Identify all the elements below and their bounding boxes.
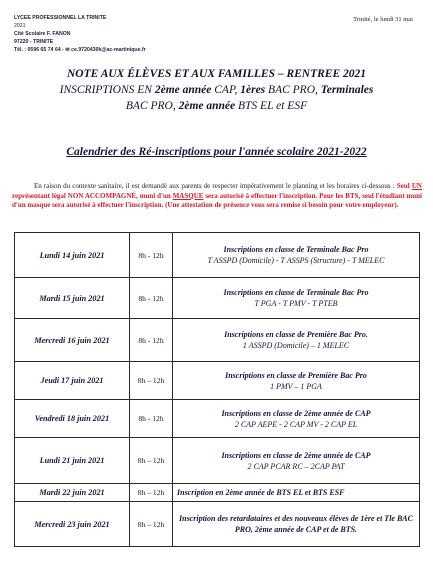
hours-cell: 8h – 12h [130,362,173,400]
hours-cell: 8h – 12h [130,438,173,484]
description-heading: Inscription en 2ème année de BTS EL et BTS ESF [177,488,345,497]
title-fragment: CAP, [211,84,241,96]
intro-text: UN [411,182,422,190]
hours-cell: 8h – 12h [130,484,173,502]
intro-text: MASQUE [172,191,204,200]
day-cell: Jeudi 17 juin 2021 [15,362,130,400]
table-row [15,233,420,278]
title-fragment: 2ème année [178,100,236,112]
intro-paragraph [12,182,422,211]
description-classes: T PGA - T PMV - T PTEB [254,299,338,308]
intro-text: , muni d'un [136,191,173,200]
school-city: 97220 - TRINITE [14,39,54,45]
description-cell [173,438,420,484]
school-address: Cité Scolaire F. FANON [14,31,71,37]
title-fragment: BAC PRO, [125,100,179,112]
title-fragment: 2ème année [154,84,212,96]
title-line-3 [0,100,433,112]
schedule-table [14,232,420,547]
description-classes: 1 PMV – 1 PGA [270,381,322,391]
table-row [15,484,420,502]
intro-text: En raison du contexte sanitaire, il est demandé aux parents de respecter impérativement le planning et les horaires ci-dessous : [34,182,397,190]
intro-text: sera autorisé à effectuer l'inscription. Pour les BTS, seul l'étudiant muni d'un masque sera autorisé à effectuer l'inscription. [12,191,422,209]
table-row [15,319,420,362]
table-row [15,278,420,319]
intro-text: Seul [396,182,412,190]
day-cell: Mercredi 16 juin 2021 [15,319,130,362]
description-cell [173,233,420,278]
hours-cell: 8h – 12h [130,502,173,547]
description-cell [173,502,420,547]
description-heading: Inscription des retardataires et des nouveaux élèves de 1ère et Tle BAC PRO, 2ème année de CAP et de BTS. [179,514,413,534]
day-cell: Lundi 21 juin 2021 [15,438,130,484]
description-cell [173,400,420,438]
description-heading: Inscriptions en classe de 2ème année de CAP [221,408,371,418]
day-cell: Lundi 14 juin 2021 [15,233,130,278]
school-name: LYCEE PROFESSIONNEL LA TRINITE [14,15,107,21]
day-cell: Vendredi 18 juin 2021 [15,400,130,438]
title-fragment: Terminales [320,84,374,96]
calendar-title: Calendrier des Ré-inscriptions pour l'année scolaire 2021-2022 [66,146,367,158]
title-line-2 [0,84,433,96]
description-heading: Inscriptions en classe de 2ème année de CAP [221,450,371,460]
intro-text: représentant légal [12,191,68,200]
intro-text: (Une attestation de présence vous sera remise si besoin pour votre employeur). [163,201,399,209]
title-fragment: BAC PRO, [265,84,321,96]
description-cell [173,362,420,400]
description-classes: 1 ASSPD (Domicile) – 1 MELEC [242,341,350,350]
table-row [15,438,420,484]
table-row [15,362,420,400]
hours-cell: 8h - 12h [130,319,173,362]
hours-cell: 8h - 12h [130,400,173,438]
description-cell [173,484,420,502]
hours-cell: 8h - 12h [130,278,173,319]
description-classes: 2 CAP PCAR RC – 2CAP PAT [247,461,345,471]
school-year: 2021 [14,23,26,29]
day-cell: Mercredi 23 juin 2021 [15,502,130,547]
intro-text: NON ACCOMPAGNÉ [67,191,137,200]
day-cell: Mardi 15 juin 2021 [15,278,130,319]
description-heading: Inscriptions en classe de Première Bac Pro. [224,330,368,339]
day-cell: Mardi 22 juin 2021 [15,484,130,502]
hours-cell: 8h - 12h [130,233,173,278]
description-classes: 2 CAP AEPE - 2 CAP MV - 2 CAP EL [234,419,358,429]
description-heading: Inscriptions en classe de Terminale Bac Pro [223,245,369,254]
letter-date: Trinité, le lundi 31 mai [353,16,413,23]
table-row [15,502,420,547]
description-classes: T ASSPD (Domicile) - T ASSPS (Structure) - T MELEC [207,256,385,265]
title-line-1: NOTE AUX ÉLÈVES ET AUX FAMILLES – RENTREE 2021 [66,68,367,80]
school-contact: Tél. : 0596 65 74 64 - ✉ ce.9720430k@ac-martinique.fr [14,47,146,53]
table-row [15,400,420,438]
title-fragment: BTS EL et ESF [235,100,308,112]
description-cell [173,278,420,319]
description-heading: Inscriptions en classe de Terminale Bac Pro [223,288,369,297]
title-fragment: INSCRIPTIONS EN [59,84,155,96]
description-cell [173,319,420,362]
school-header [14,14,146,54]
title-fragment: 1ères [240,84,266,96]
description-heading: Inscriptions en classe de Première Bac Pro [225,370,367,380]
